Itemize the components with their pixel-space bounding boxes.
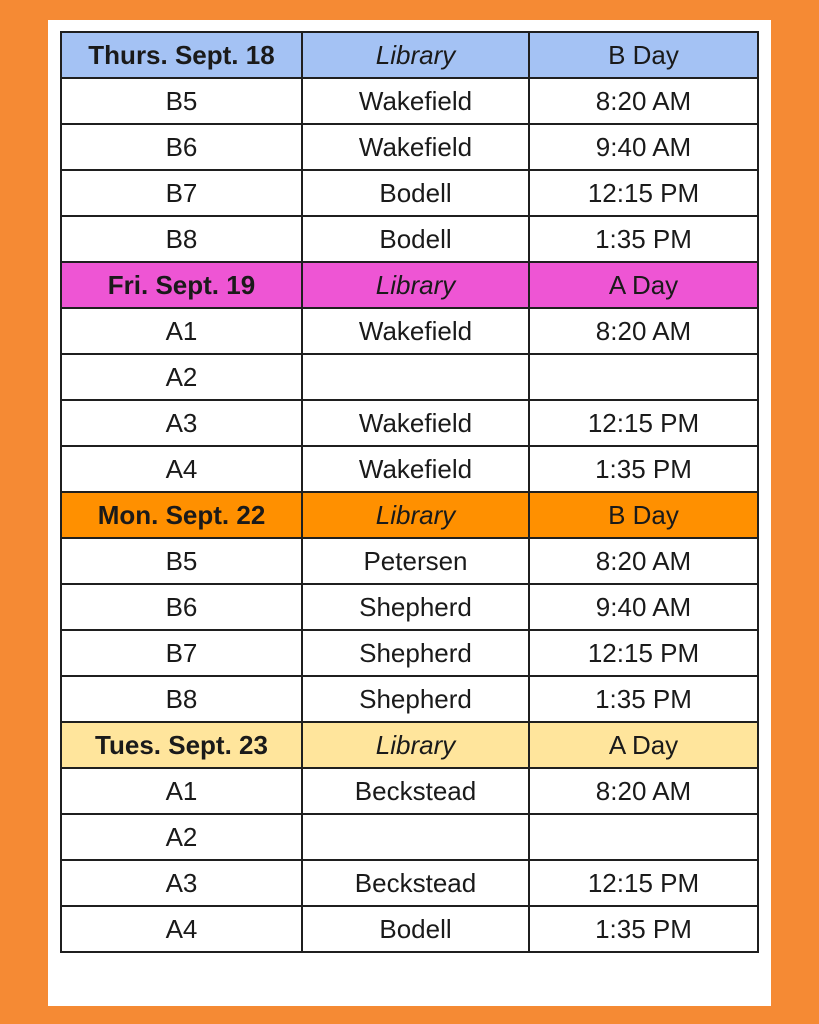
time-cell: 8:20 AM (529, 538, 758, 584)
day-header-row (61, 32, 758, 78)
day-type-cell: A Day (529, 262, 758, 308)
period-cell: B6 (61, 584, 302, 630)
day-header-row (61, 262, 758, 308)
day-header-row (61, 492, 758, 538)
time-cell: 8:20 AM (529, 768, 758, 814)
period-cell: B5 (61, 538, 302, 584)
day-location-cell: Library (302, 262, 529, 308)
period-cell: A2 (61, 814, 302, 860)
teacher-cell: Bodell (302, 216, 529, 262)
period-cell: A4 (61, 446, 302, 492)
teacher-cell: Wakefield (302, 78, 529, 124)
time-cell: 1:35 PM (529, 446, 758, 492)
teacher-cell: Beckstead (302, 860, 529, 906)
period-cell: B7 (61, 170, 302, 216)
day-location-cell: Library (302, 722, 529, 768)
table-row (61, 906, 758, 952)
day-location-cell: Library (302, 492, 529, 538)
day-location-cell: Library (302, 32, 529, 78)
table-row (61, 170, 758, 216)
time-cell: 8:20 AM (529, 78, 758, 124)
table-row (61, 78, 758, 124)
teacher-cell: Shepherd (302, 676, 529, 722)
table-row (61, 400, 758, 446)
teacher-cell: Shepherd (302, 584, 529, 630)
period-cell: A3 (61, 860, 302, 906)
table-row (61, 538, 758, 584)
period-cell: A3 (61, 400, 302, 446)
time-cell (529, 814, 758, 860)
table-row (61, 584, 758, 630)
table-row (61, 768, 758, 814)
teacher-cell: Wakefield (302, 124, 529, 170)
time-cell: 1:35 PM (529, 676, 758, 722)
period-cell: B8 (61, 676, 302, 722)
day-header-row (61, 722, 758, 768)
time-cell: 9:40 AM (529, 584, 758, 630)
period-cell: A2 (61, 354, 302, 400)
teacher-cell: Shepherd (302, 630, 529, 676)
day-type-cell: B Day (529, 32, 758, 78)
time-cell: 12:15 PM (529, 170, 758, 216)
time-cell: 12:15 PM (529, 400, 758, 446)
time-cell: 1:35 PM (529, 216, 758, 262)
period-cell: A4 (61, 906, 302, 952)
day-type-cell: B Day (529, 492, 758, 538)
time-cell (529, 354, 758, 400)
teacher-cell: Beckstead (302, 768, 529, 814)
library-schedule-table (60, 31, 759, 953)
teacher-cell: Bodell (302, 170, 529, 216)
teacher-cell: Wakefield (302, 446, 529, 492)
time-cell: 12:15 PM (529, 630, 758, 676)
table-row (61, 216, 758, 262)
period-cell: B7 (61, 630, 302, 676)
table-row (61, 124, 758, 170)
teacher-cell: Petersen (302, 538, 529, 584)
day-type-cell: A Day (529, 722, 758, 768)
time-cell: 8:20 AM (529, 308, 758, 354)
day-date-cell: Tues. Sept. 23 (61, 722, 302, 768)
time-cell: 12:15 PM (529, 860, 758, 906)
table-row (61, 308, 758, 354)
table-row (61, 630, 758, 676)
teacher-cell (302, 354, 529, 400)
day-date-cell: Mon. Sept. 22 (61, 492, 302, 538)
teacher-cell: Bodell (302, 906, 529, 952)
schedule-body (61, 32, 758, 952)
period-cell: B8 (61, 216, 302, 262)
table-row (61, 354, 758, 400)
time-cell: 9:40 AM (529, 124, 758, 170)
time-cell: 1:35 PM (529, 906, 758, 952)
table-row (61, 814, 758, 860)
table-row (61, 676, 758, 722)
teacher-cell: Wakefield (302, 400, 529, 446)
table-row (61, 860, 758, 906)
period-cell: B6 (61, 124, 302, 170)
teacher-cell (302, 814, 529, 860)
teacher-cell: Wakefield (302, 308, 529, 354)
table-row (61, 446, 758, 492)
period-cell: A1 (61, 308, 302, 354)
period-cell: B5 (61, 78, 302, 124)
day-date-cell: Thurs. Sept. 18 (61, 32, 302, 78)
period-cell: A1 (61, 768, 302, 814)
day-date-cell: Fri. Sept. 19 (61, 262, 302, 308)
